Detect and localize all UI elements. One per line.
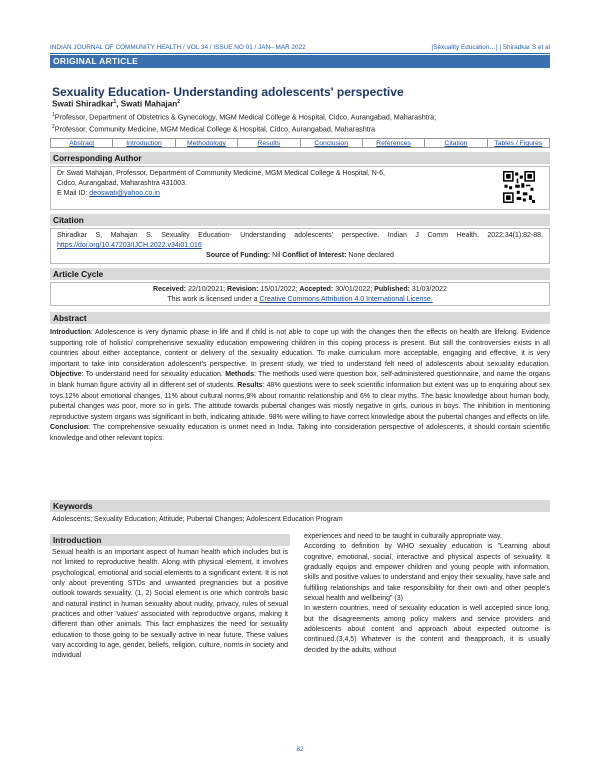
corresponding-author-heading: Corresponding Author [50, 152, 550, 164]
corresponding-line: Dr Swati Mahajan, Professor, Department of Community Medicine, MGM Medical College & Hospital, N-6, [57, 170, 385, 177]
nav-citation-link[interactable]: Citation [425, 139, 487, 147]
author-name: Swati Shiradkar [52, 99, 114, 109]
nav-tables-figures-link[interactable]: Tables / Figures [494, 140, 543, 147]
introduction-heading: Introduction [50, 534, 290, 546]
intro-column-left: Sexual health is an important aspect of human health which includes but is not limited to reproductive health. Along with physical element, it involves psychological, emotional and social elements to a significant extent. It is not only about preventing STDs and unwanted pregnancies but a positive outlook towards sexuality. (1, 2) Social element is one which controls basic and natural instinct in human sexuality about nudity, privacy, rules of sexual practices and other 'values' associated with reproductive organs, making it different than other animals. This fact emphasizes the need for sexuality education to those going to be sexually active in near future. These values vary according to age, gender, beliefs, religion, culture, norms in society and individual [52, 549, 288, 660]
abstract-label: Methods [225, 371, 254, 379]
journal-header: INDIAN JOURNAL OF COMMUNITY HEALTH / VOL 34 / ISSUE NO 01 / JAN– MAR 2022 [50, 44, 306, 51]
license-link[interactable]: Creative Commons Attribution 4.0 International License. [259, 296, 433, 304]
corresponding-author-box [50, 166, 550, 210]
published-date: 31/03/2022 [411, 286, 447, 293]
abstract-text: : 48% questions were to seek scientific information but extent was up to enquiring about sex toys.12% about emotional changes, 11% about cultural norms,9% about romantic relationship and 6% to clear myths. The basic knowledge about human body, pubertal changes was poor, more so in girls. The attitude towards pubertal changes was mostly negative in girls, curious in boys. The inhibition in mentioning reproductive system organs was significant in both, indicating attitude. 98% were willing to have correct knowledge about the pubertal changes and effects on life. [50, 381, 550, 421]
keywords-heading: Keywords [50, 500, 550, 512]
abstract-body [50, 328, 550, 445]
author-name: Swati Mahajan [120, 99, 178, 109]
nav-results-link[interactable]: Results [238, 139, 300, 147]
funding-value: Nil [272, 252, 281, 260]
license-line [57, 295, 543, 305]
paragraph: experiences and need to be taught in culturally appropriate way. [304, 533, 502, 540]
published-label: Published: [374, 286, 410, 293]
accepted-date: 30/01/2022; [335, 286, 373, 293]
article-cycle-heading: Article Cycle [50, 268, 550, 280]
author-sup: 2 [177, 99, 180, 105]
aff-sup: 1 [52, 112, 55, 118]
email-label: E Mail ID: [57, 190, 90, 198]
abstract-label: Conclusion [50, 424, 89, 432]
keywords-text: Adolescents; Sexuality Education; Attitude; Pubertal Changes; Adolescent Education Program [52, 516, 343, 523]
author-list [52, 99, 180, 109]
qr-code-icon [503, 171, 535, 203]
abstract-heading: Abstract [50, 312, 550, 324]
license-prefix: This work is licensed under a [167, 296, 260, 304]
abstract-label: Objective [50, 371, 82, 379]
coi-label: Conflict of Interest: [282, 252, 347, 260]
paragraph: In western countries, need of sexuality education is well accepted since long, but the disagreements among policy makers and service providers and adolescents about content and approach about expected outcome is continued.(3,4,5) Whatever is the content and theapproach, it is usually decided by the adults, without [304, 605, 550, 654]
dates-line [57, 285, 543, 295]
intro-column-right [304, 532, 550, 656]
page-number: 82 [296, 746, 304, 753]
email-link[interactable]: deoswati@yahoo.co.in [89, 190, 160, 198]
nav-introduction-link[interactable]: Introduction [113, 139, 175, 147]
article-title: Sexuality Education- Understanding adolescents' perspective [52, 85, 404, 99]
revision-date: 15/01/2022; [260, 286, 298, 293]
abstract-label: Results [237, 381, 263, 389]
funding-label: Source of Funding: [206, 252, 271, 260]
aff-sup: 2 [52, 124, 55, 130]
citation-text: Shiradkar S, Mahajan S. Sexuality Education- Understanding adolescents' perspective. Indian J Comm Health. 2022;34(1):82-88. [57, 232, 543, 239]
abstract-label: Introduction [50, 329, 91, 336]
nav-references-link[interactable]: References [363, 139, 425, 147]
abstract-text: : The comprehensive sexuality education is unmet need in India. Taking into consideration perspective of adolescents, it should contain scientific knowledge and other relevant topics. [50, 424, 550, 442]
aff-text: Professor, Department of Obstetrics & Gynecology, MGM Medical College & Hospital, Cidco, Aurangabad, Maharashtra; [54, 112, 437, 122]
funding-line [57, 251, 543, 261]
received-date: 22/10/2021; [188, 286, 226, 293]
doi-link[interactable]: https://doi.org/10.47203/IJCH.2022.v34i01.016 [57, 242, 202, 250]
running-header [50, 44, 550, 54]
revision-label: Revision: [227, 286, 259, 293]
aff-text: Professor, Community Medicine, MGM Medical College & Hospital, Cidco, Aurangabad, Maharashtra [54, 124, 376, 134]
abstract-text: : Adolescence is very dynamic phase in life and if child is not able to cope up with the changes then the effects on health are lifelong. Evidence supporting role of holistic/ comprehensive sexuality education empowering children in this coping process is present. But still the controversies exists in all countries about either acceptance, content or delivery of the sexuality education. To make curriculum more acceptable, engaging and effective, it is very important to take into consideration adolescent's perspective. In present study, we tried to understand felt need of adolescents about sexuality education. [50, 329, 550, 368]
article-cycle-box [50, 282, 550, 306]
citation-box [50, 228, 550, 264]
nav-abstract-link[interactable]: Abstract [51, 139, 113, 147]
author-sup: 1 [113, 99, 117, 105]
author-sep: , [116, 99, 121, 109]
coi-value: None declared [348, 252, 394, 260]
short-title-header: [Sexuality Education…] | Shiradkar S et al [431, 44, 550, 51]
abstract-text: : The methods used were question box, self-administered questionnaire, and name the organs in blank human figure activity all in different set of students. [50, 371, 551, 389]
affiliation [52, 124, 552, 133]
corresponding-line: Cidco, Aurangabad, Maharashtra 431003. [57, 180, 187, 188]
abstract-text: : To understand need for sexuality education. [81, 371, 223, 379]
article-type-banner: ORIGINAL ARTICLE [50, 55, 550, 68]
paragraph: According to definition by WHO sexuality education is "Learning about cognitive, emotional, social, interactive and physical aspects of sexuality. It gradually equips and empower children and young people with information, skills and positive values to understand and enjoy their sexuality, have safe and fulfilling relationships and take responsibility for their own and other people's sexual health and wellbeing" (3) [304, 543, 550, 603]
nav-methodology-link[interactable]: Methodology [176, 139, 238, 147]
citation-heading: Citation [50, 214, 550, 226]
accepted-label: Accepted: [299, 286, 334, 293]
email-line [57, 189, 543, 199]
affiliation [52, 112, 552, 121]
nav-conclusion-link[interactable]: Conclusion [301, 139, 363, 147]
received-label: Received: [153, 286, 187, 293]
section-nav [50, 138, 550, 148]
